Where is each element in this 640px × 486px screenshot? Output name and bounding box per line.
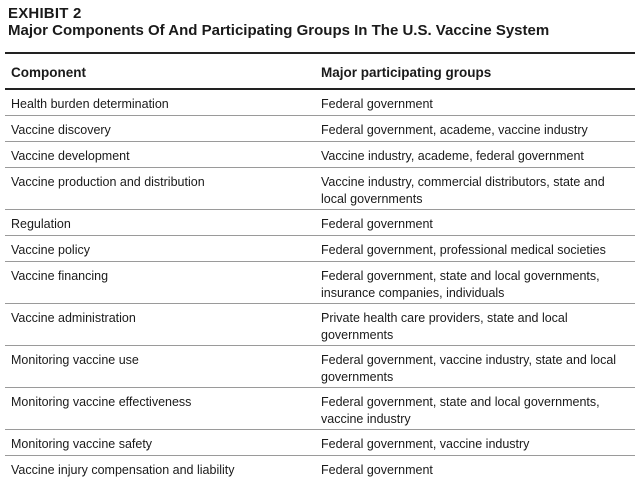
table-row — [5, 456, 635, 482]
cell-component: Vaccine financing — [11, 269, 109, 283]
cell-groups: Federal government, vaccine industry, state and local governments — [321, 353, 617, 384]
cell-groups: Federal government, academe, vaccine industry — [321, 123, 588, 137]
cell-groups: Federal government — [321, 97, 433, 111]
table-row — [5, 304, 635, 346]
table-row — [5, 346, 635, 388]
cell-groups: Vaccine industry, academe, federal government — [321, 149, 584, 163]
table-row — [5, 116, 635, 142]
cell-groups: Vaccine industry, commercial distributors, state and local governments — [321, 175, 605, 206]
cell-component: Vaccine discovery — [11, 123, 111, 137]
exhibit-header — [0, 0, 640, 40]
header-groups: Major participating groups — [321, 65, 492, 80]
cell-component: Vaccine development — [11, 149, 130, 163]
table-row — [5, 236, 635, 262]
table-row — [5, 262, 635, 304]
table-row — [5, 388, 635, 430]
components-table — [5, 52, 635, 482]
header-component: Component — [11, 65, 86, 80]
cell-groups: Federal government, state and local governments, insurance companies, individuals — [321, 269, 600, 300]
cell-component: Regulation — [11, 217, 71, 231]
cell-component: Vaccine administration — [11, 311, 136, 325]
cell-component: Vaccine policy — [11, 243, 90, 257]
table-row — [5, 168, 635, 210]
cell-component: Vaccine injury compensation and liability — [11, 463, 235, 477]
cell-groups: Federal government, state and local governments, vaccine industry — [321, 395, 600, 426]
table-row — [5, 142, 635, 168]
cell-groups: Federal government, professional medical societies — [321, 243, 606, 257]
table-row — [5, 430, 635, 456]
table-row — [5, 90, 635, 116]
cell-groups: Federal government, vaccine industry — [321, 437, 530, 451]
cell-component: Vaccine production and distribution — [11, 175, 205, 189]
exhibit-label: EXHIBIT 2 — [8, 5, 82, 22]
cell-component: Monitoring vaccine effectiveness — [11, 395, 192, 409]
cell-groups: Federal government — [321, 463, 433, 477]
cell-component: Monitoring vaccine safety — [11, 437, 153, 451]
table-header — [5, 52, 635, 90]
cell-component: Health burden determination — [11, 97, 169, 111]
cell-groups: Federal government — [321, 217, 433, 231]
table-row — [5, 210, 635, 236]
cell-groups: Private health care providers, state and local governments — [321, 311, 568, 342]
exhibit-title: Major Components Of And Participating Groups In The U.S. Vaccine System — [8, 22, 550, 39]
cell-component: Monitoring vaccine use — [11, 353, 139, 367]
